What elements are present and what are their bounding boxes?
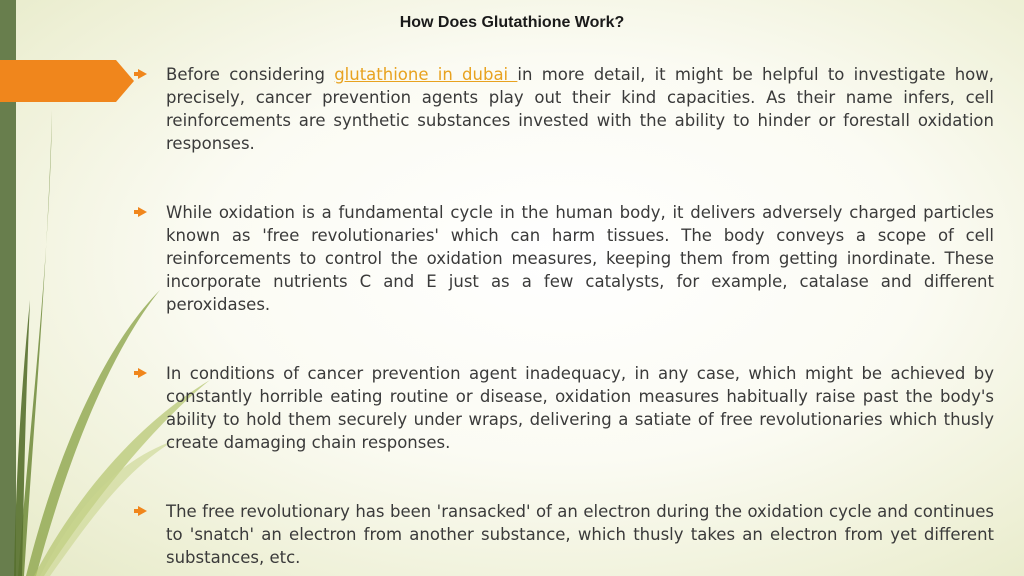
bullet-item [136, 63, 994, 155]
bullet-text: While oxidation is a fundamental cycle in the human body, it delivers adversely charged particles known as 'free revolutionaries' which can harm tissues. The body conveys a scope of cell reinforcements to control the oxidation measures, keeping them from getting inordinate. These incorporate nutrients C and E just as a few catalysts, for example, catalase and different peroxidases. [166, 203, 994, 314]
bullet-arrow-icon [138, 368, 147, 378]
bullet-arrow-icon [138, 207, 147, 217]
bullet-text: The free revolutionary has been 'ransacked' of an electron during the oxidation cycle and continues to 'snatch' an electron from another substance, which thusly takes an electron from yet different substances, etc. [166, 502, 994, 567]
slide-title: How Does Glutathione Work? [399, 14, 625, 31]
bullet-item [136, 500, 994, 569]
bullet-item [136, 362, 994, 454]
bullet-text-after-link: in more detail, it might be helpful to investigate how, precisely, cancer prevention agents play out their kind capacities. As their name infers, cell reinforcements are synthetic substances invested with the ability to hinder or forestall oxidation responses. [166, 65, 995, 153]
bullet-text: In conditions of cancer prevention agent inadequacy, in any case, which might be achieved by constantly horrible eating routine or disease, oxidation measures habitually raise past the body's ability to hold them securely under wraps, delivering a satiate of free revolutionaries which thusly create damaging chain responses. [166, 364, 994, 452]
bullet-arrow-icon [138, 506, 147, 516]
bullet-item [136, 201, 994, 316]
glutathione-link[interactable]: glutathione in dubai [334, 65, 518, 84]
bullet-text-before-link: Before considering [166, 65, 335, 84]
accent-tab [0, 60, 134, 102]
bullet-arrow-icon [138, 69, 147, 79]
bullet-list [136, 63, 994, 569]
